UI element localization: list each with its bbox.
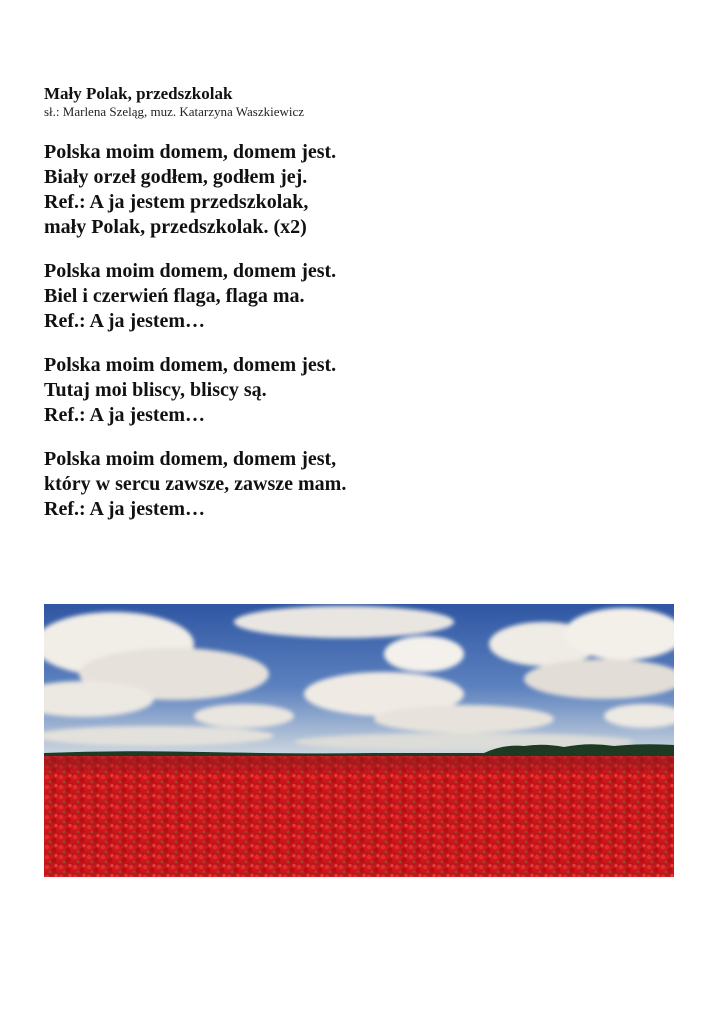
lyric-line: mały Polak, przedszkolak. (x2) xyxy=(44,216,307,238)
stanza-1 xyxy=(44,140,684,240)
song-credits: sł.: Marlena Szeląg, muz. Katarzyna Waszkiewicz xyxy=(44,104,305,119)
lyric-line: który w sercu zawsze, zawsze mam. xyxy=(44,473,347,495)
lyric-line: Polska moim domem, domem jest, xyxy=(44,448,337,470)
lyrics xyxy=(44,140,684,541)
lyric-line: Polska moim domem, domem jest. xyxy=(44,141,337,163)
lyric-line: Ref.: A ja jestem… xyxy=(44,310,206,332)
stanza-2 xyxy=(44,259,684,334)
lyric-line: Ref.: A ja jestem przedszkolak, xyxy=(44,191,309,213)
lyric-line: Polska moim domem, domem jest. xyxy=(44,354,337,376)
poppy-field-photo xyxy=(44,604,674,877)
lyric-line: Ref.: A ja jestem… xyxy=(44,404,206,426)
lyric-line: Ref.: A ja jestem… xyxy=(44,498,206,520)
lyric-line: Biały orzeł godłem, godłem jej. xyxy=(44,166,308,188)
lyric-line: Tutaj moi bliscy, bliscy są. xyxy=(44,379,267,401)
stanza-3 xyxy=(44,353,684,428)
lyric-line: Polska moim domem, domem jest. xyxy=(44,260,337,282)
stanza-4 xyxy=(44,447,684,522)
lyric-line: Biel i czerwień flaga, flaga ma. xyxy=(44,285,305,307)
song-title: Mały Polak, przedszkolak xyxy=(44,84,233,103)
poppy-field xyxy=(44,756,674,877)
